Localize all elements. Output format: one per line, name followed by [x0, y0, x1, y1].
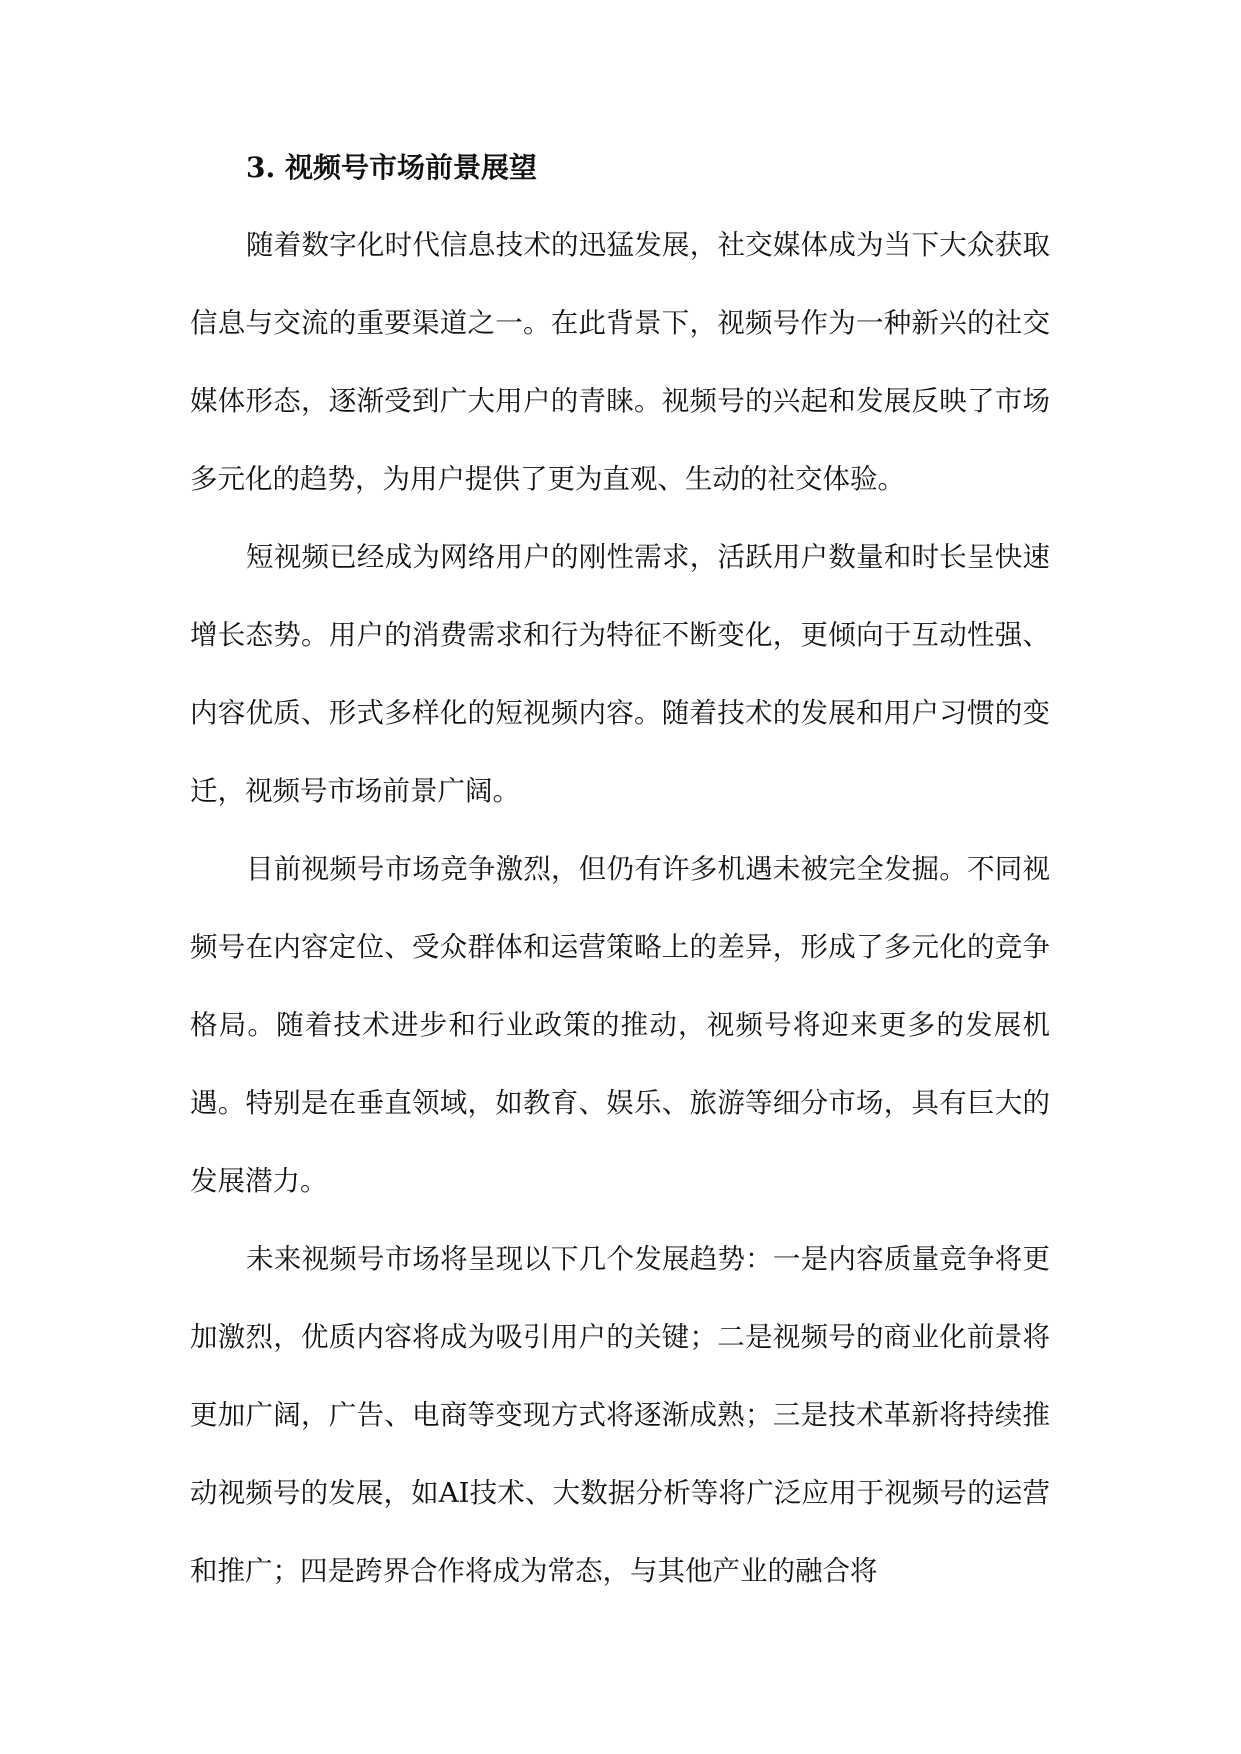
- section-heading: 3. 视频号市场前景展望: [246, 151, 537, 184]
- paragraph-2: 短视频已经成为网络用户的刚性需求，活跃用户数量和时长呈快速增长态势。用户的消费需求和行为特征不断变化，更倾向于互动性强、内容优质、形式多样化的短视频内容。随着技术的发展和用户习惯的变迁，视频号市场前景广阔。: [190, 541, 1050, 807]
- paragraph-1: 随着数字化时代信息技术的迅猛发展，社交媒体成为当下大众获取信息与交流的重要渠道之一。在此背景下，视频号作为一种新兴的社交媒体形态，逐渐受到广大用户的青睐。视频号的兴起和发展反映了市场多元化的趋势，为用户提供了更为直观、生动的社交体验。: [190, 229, 1050, 495]
- paragraph-3: 目前视频号市场竞争激烈，但仍有许多机遇未被完全发掘。不同视频号在内容定位、受众群体和运营策略上的差异，形成了多元化的竞争格局。随着技术进步和行业政策的推动，视频号将迎来更多的发展机遇。特别是在垂直领域，如教育、娱乐、旅游等细分市场，具有巨大的发展潜力。: [190, 853, 1050, 1197]
- document-body: [190, 148, 1050, 1610]
- paragraph-4: 未来视频号市场将呈现以下几个发展趋势：一是内容质量竞争将更加激烈，优质内容将成为吸引用户的关键；二是视频号的商业化前景将更加广阔，广告、电商等变现方式将逐渐成熟；三是技术革新将持续推动视频号的发展，如AI技术、大数据分析等将广泛应用于视频号的运营和推广；四是跨界合作将成为常态，与其他产业的融合将: [190, 1243, 1050, 1587]
